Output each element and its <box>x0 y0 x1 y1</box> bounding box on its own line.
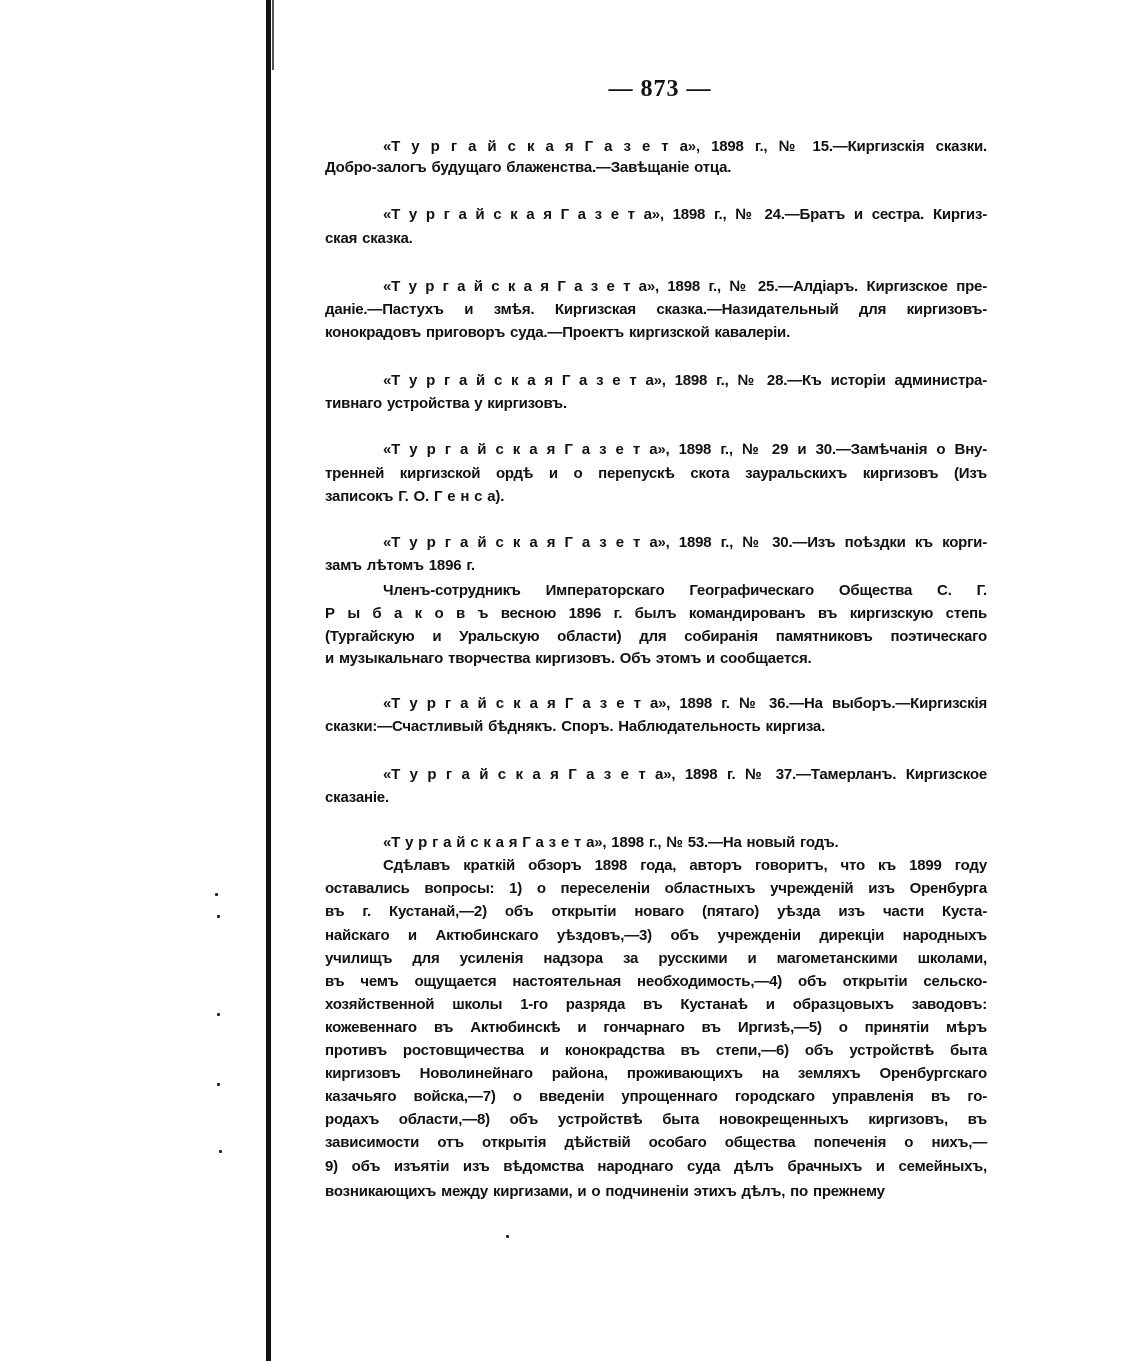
page-number: — 873 — <box>608 76 712 102</box>
scan-speck <box>217 915 220 918</box>
text-line: «Т у р г а й с к а я Г а з е т а», 1898 г., № 24.—Братъ и сестра. Киргиз- <box>383 206 987 223</box>
text-line: 9) объ изъятіи изъ вѣдомства народнаго суда дѣлъ брачныхъ и семейныхъ, <box>325 1158 987 1175</box>
page-binding-edge-thin <box>272 0 274 70</box>
text-line: возникающихъ между киргизами, и о подчиненіи этихъ дѣлъ, по прежнему <box>325 1183 885 1200</box>
text-line: оставались вопросы: 1) о переселеніи областныхъ учрежденій изъ Оренбурга <box>325 880 987 897</box>
text-line: записокъ Г. О. Г е н с а). <box>325 488 505 505</box>
text-line: въ чемъ ощущается настоятельная необходимость,—4) объ открытіи сельско- <box>325 973 987 990</box>
text-line: и музыкальнаго творчества киргизовъ. Объ этомъ и сообщается. <box>325 650 812 667</box>
text-line: тивнаго устройства у киргизовъ. <box>325 395 567 412</box>
text-line: конокрадовъ приговоръ суда.—Проектъ киргизской кавалеріи. <box>325 324 791 341</box>
text-line: казачьяго войска,—7) о введеніи упрощеннаго городскаго управленія въ го- <box>325 1088 987 1105</box>
text-line: «Т у р г а й с к а я Г а з е т а», 1898 г., № 28.—Къ исторіи администра- <box>383 372 987 389</box>
text-line: замъ лѣтомъ 1896 г. <box>325 557 475 574</box>
text-line: тренней киргизской ордѣ и о перепускѣ скота зауральскихъ киргизовъ (Изъ <box>325 465 987 482</box>
page-binding-edge <box>266 0 271 1361</box>
text-line: «Т у р г а й с к а я Г а з е т а», 1898 г. № 36.—На выборъ.—Киргизскія <box>383 695 987 712</box>
text-line: Р ы б а к о в ъ весною 1896 г. былъ командированъ въ киргизскую степь <box>325 605 987 622</box>
text-line: ская сказка. <box>325 230 413 247</box>
text-line: «Т у р г а й с к а я Г а з е т а», 1898 г., № 53.—На новый годъ. <box>383 834 839 851</box>
text-line: «Т у р г а й с к а я Г а з е т а», 1898 г., № 25.—Алдіаръ. Киргизское пре- <box>383 278 987 295</box>
text-line: «Т у р г а й с к а я Г а з е т а», 1898 г., № 15.—Киргизскія сказки. <box>383 138 987 155</box>
text-line: «Т у р г а й с к а я Г а з е т а», 1898 г., № 29 и 30.—Замѣчанія о Вну- <box>383 441 987 458</box>
text-line: даніе.—Пастухъ и змѣя. Киргизская сказка.—Назидательный для киргизовъ- <box>325 301 987 318</box>
text-line: Сдѣлавъ краткій обзоръ 1898 года, авторъ говоритъ, что къ 1899 году <box>383 857 987 874</box>
scan-speck <box>217 1083 220 1086</box>
text-line: сказаніе. <box>325 789 389 806</box>
text-line: зависимости отъ открытія дѣйствій особаго общества попеченія о нихъ,— <box>325 1134 987 1151</box>
text-line: кожевеннаго въ Актюбинскѣ и гончарнаго въ Иргизѣ,—5) о принятіи мѣръ <box>325 1019 987 1036</box>
scan-speck <box>217 1013 220 1016</box>
text-line: киргизовъ Новолинейнаго района, проживающихъ на земляхъ Оренбургскаго <box>325 1065 987 1082</box>
scan-speck <box>506 1235 509 1238</box>
scan-speck <box>219 1150 222 1153</box>
text-line: родахъ области,—8) объ устройствѣ быта новокрещенныхъ киргизовъ, въ <box>325 1111 987 1128</box>
text-line: хозяйственной школы 1-го разряда въ Кустанаѣ и образцовыхъ заводовъ: <box>325 996 987 1013</box>
text-line: (Тургайскую и Уральскую области) для собиранія памятниковъ поэтическаго <box>325 628 987 645</box>
text-line: Членъ-сотрудникъ Императорскаго Географическаго Общества С. Г. <box>383 582 987 599</box>
text-line: училищъ для усиленія надзора за русскими и магометанскими школами, <box>325 950 987 967</box>
text-line: противъ ростовщичества и конокрадства въ степи,—6) объ устройствѣ быта <box>325 1042 987 1059</box>
text-line: Добро-залогъ будущаго блаженства.—Завѣщаніе отца. <box>325 159 732 176</box>
text-line: «Т у р г а й с к а я Г а з е т а», 1898 г., № 30.—Изъ поѣздки къ корги- <box>383 534 987 551</box>
text-line: въ г. Кустанай,—2) объ открытіи новаго (пятаго) уѣзда изъ части Куста- <box>325 903 987 920</box>
scan-speck <box>215 893 218 896</box>
text-line: сказки:—Счастливый бѣднякъ. Споръ. Наблюдательность киргиза. <box>325 718 826 735</box>
text-line: найскаго и Актюбинскаго уѣздовъ,—3) объ учрежденіи дирекціи народныхъ <box>325 927 987 944</box>
text-line: «Т у р г а й с к а я Г а з е т а», 1898 г. № 37.—Тамерланъ. Киргизское <box>383 766 987 783</box>
